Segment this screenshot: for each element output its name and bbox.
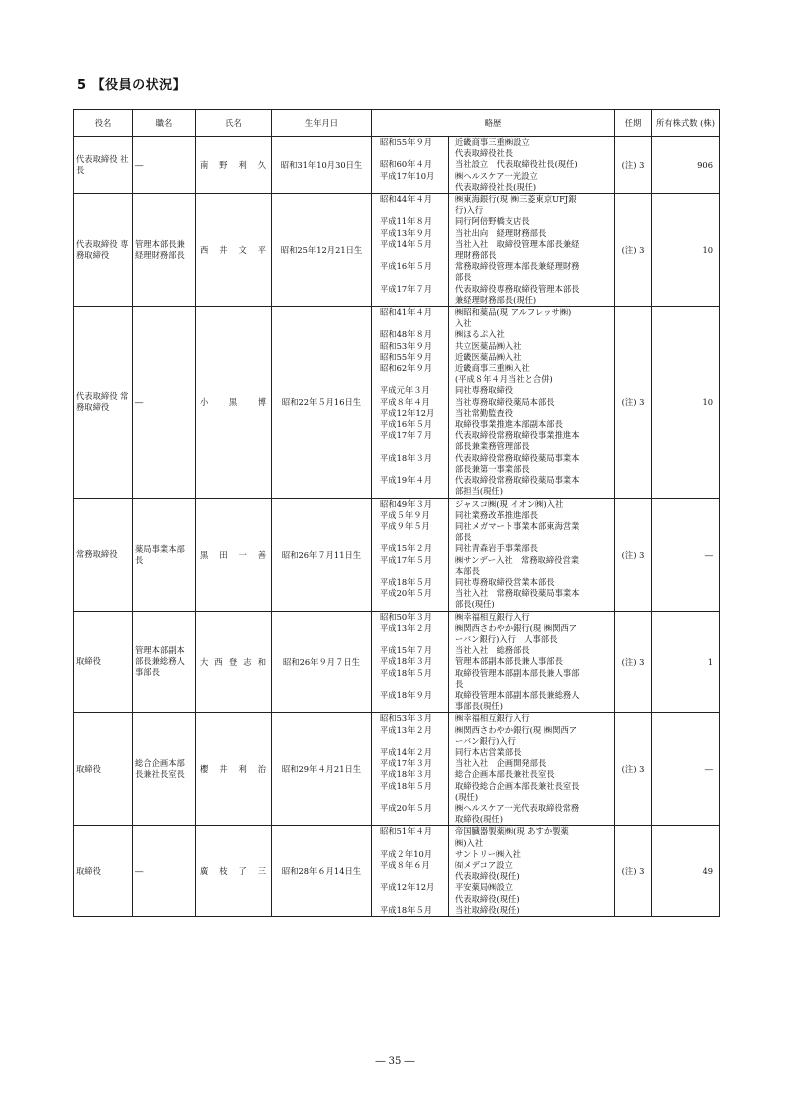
history-entry bbox=[372, 668, 614, 679]
table-row bbox=[74, 713, 720, 826]
header-history: 略歴 bbox=[372, 110, 615, 137]
history-date bbox=[372, 250, 449, 261]
history-entry bbox=[372, 803, 614, 814]
officer-position: 総合企画本部 長兼社長室長 bbox=[133, 713, 196, 826]
history-date bbox=[372, 599, 449, 610]
officer-term: (注) 3 bbox=[615, 307, 652, 498]
history-text: 当社常勤監査役 bbox=[455, 407, 514, 418]
history-date: 平成17年３月 bbox=[372, 758, 449, 769]
officer-position: 管理本部副本 部長兼総務人 事部長 bbox=[133, 611, 196, 713]
history-date: 昭和49年３月 bbox=[372, 499, 449, 510]
history-date: 平成17年５月 bbox=[372, 555, 449, 566]
history-text: 近畿商事三重㈱入社 bbox=[455, 363, 530, 374]
history-date bbox=[372, 464, 449, 475]
officer-history bbox=[372, 611, 615, 713]
history-entry bbox=[372, 182, 614, 193]
history-text: 同社専務取締役 bbox=[455, 385, 514, 396]
officer-history bbox=[372, 713, 615, 826]
history-date bbox=[372, 205, 449, 216]
history-entry bbox=[372, 205, 614, 216]
history-entry bbox=[372, 838, 614, 849]
history-date bbox=[372, 532, 449, 543]
history-text: 長 bbox=[455, 678, 464, 689]
history-date bbox=[372, 295, 449, 306]
officer-position: 薬局事業本部 長 bbox=[133, 498, 196, 611]
history-entry bbox=[372, 464, 614, 475]
history-entry bbox=[372, 374, 614, 385]
history-text: 当社取締役(現任) bbox=[455, 904, 520, 915]
officer-term: (注) 3 bbox=[615, 611, 652, 713]
history-entry bbox=[372, 228, 614, 239]
history-date: 平成元年３月 bbox=[372, 385, 449, 396]
history-text: 同行本店営業部長 bbox=[455, 746, 522, 757]
history-text: 取締役管理本部副本部長兼人事部 bbox=[455, 667, 580, 678]
history-date bbox=[372, 441, 449, 452]
history-entry bbox=[372, 645, 614, 656]
history-entry bbox=[372, 272, 614, 283]
history-text: 平安薬局㈱設立 bbox=[455, 882, 514, 893]
history-date: 平成８年４月 bbox=[372, 397, 449, 408]
history-entry bbox=[372, 894, 614, 905]
officer-birth-date: 昭和26年９月７日生 bbox=[272, 611, 372, 713]
history-date bbox=[372, 838, 449, 849]
history-entry bbox=[372, 679, 614, 690]
header-position: 職名 bbox=[133, 110, 196, 137]
officer-birth-date: 昭和25年12月21日生 bbox=[272, 194, 372, 307]
officer-name: 櫻井利治 bbox=[196, 713, 272, 826]
history-entry bbox=[372, 860, 614, 871]
section-heading: 5 【役員の状況】 bbox=[77, 78, 187, 93]
history-entry bbox=[372, 826, 614, 837]
history-text: 兼経理財務部長(現任) bbox=[455, 294, 537, 305]
history-text: 入社 bbox=[455, 318, 472, 329]
history-entry bbox=[372, 171, 614, 182]
officer-role: 代表取締役 専務取締役 bbox=[74, 194, 133, 307]
history-entry bbox=[372, 307, 614, 318]
officer-birth-date: 昭和28年６月14日生 bbox=[272, 826, 372, 917]
history-text: ㈱幸福相互銀行入行 bbox=[455, 611, 530, 622]
history-entry bbox=[372, 159, 614, 170]
history-date: 平成15年７月 bbox=[372, 645, 449, 656]
history-text: 当社設立 代表取締役社長(現任) bbox=[455, 159, 578, 170]
history-text: 理財務部長 bbox=[455, 250, 497, 261]
history-entry bbox=[372, 341, 614, 352]
officer-shares: ― bbox=[652, 713, 720, 826]
history-date: 平成17年10月 bbox=[372, 171, 449, 182]
history-text: 同社青森岩手事業部長 bbox=[455, 543, 538, 554]
history-text: 同社メガマート事業本部東海営業 bbox=[455, 520, 580, 531]
history-date bbox=[372, 894, 449, 905]
officer-term: (注) 3 bbox=[615, 498, 652, 611]
history-date bbox=[372, 736, 449, 747]
history-text: 本部長 bbox=[455, 565, 480, 576]
history-date bbox=[372, 871, 449, 882]
history-entry bbox=[372, 216, 614, 227]
header-role: 役名 bbox=[74, 110, 133, 137]
officer-history bbox=[372, 826, 615, 917]
history-entry bbox=[372, 194, 614, 205]
history-text: 当社入社 常務取締役薬局事業本 bbox=[455, 588, 580, 599]
history-date: 平成８年６月 bbox=[372, 860, 449, 871]
officer-name: 黒田一善 bbox=[196, 498, 272, 611]
history-entry bbox=[372, 736, 614, 747]
history-text: 当社入社 総務部長 bbox=[455, 645, 530, 656]
history-date: 平成18年５月 bbox=[372, 668, 449, 679]
officer-role: 取締役 bbox=[74, 713, 133, 826]
history-date: 昭和44年４月 bbox=[372, 194, 449, 205]
history-text: 代表取締役(現任) bbox=[455, 871, 520, 882]
history-date: 昭和55年９月 bbox=[372, 137, 449, 148]
officer-birth-date: 昭和22年５月16日生 bbox=[272, 307, 372, 498]
history-entry bbox=[372, 814, 614, 825]
header-birth: 生年月日 bbox=[272, 110, 372, 137]
officer-role: 取締役 bbox=[74, 611, 133, 713]
history-text: 同社業務改革推進部長 bbox=[455, 509, 538, 520]
history-entry bbox=[372, 284, 614, 295]
history-date: 平成15年２月 bbox=[372, 543, 449, 554]
history-date: 昭和62年９月 bbox=[372, 363, 449, 374]
history-date bbox=[372, 701, 449, 712]
history-entry bbox=[372, 725, 614, 736]
history-entry bbox=[372, 363, 614, 374]
history-date: 昭和55年９月 bbox=[372, 352, 449, 363]
officer-role: 取締役 bbox=[74, 826, 133, 917]
officer-term: (注) 3 bbox=[615, 137, 652, 194]
officer-role: 代表取締役 社長 bbox=[74, 137, 133, 194]
history-date bbox=[372, 148, 449, 159]
officer-term: (注) 3 bbox=[615, 826, 652, 917]
history-date: 平成20年５月 bbox=[372, 803, 449, 814]
history-date: 平成16年５月 bbox=[372, 261, 449, 272]
table-row bbox=[74, 137, 720, 194]
officer-shares: ― bbox=[652, 498, 720, 611]
history-text: 代表取締役常務取締役薬局事業本 bbox=[455, 475, 580, 486]
history-entry bbox=[372, 758, 614, 769]
history-date: 平成13年９月 bbox=[372, 228, 449, 239]
officer-name: 西井文平 bbox=[196, 194, 272, 307]
history-date: 昭和48年８月 bbox=[372, 329, 449, 340]
page-number: ― 35 ― bbox=[375, 1056, 415, 1067]
history-text: 部長 bbox=[455, 532, 472, 543]
officer-shares: 906 bbox=[652, 137, 720, 194]
history-entry bbox=[372, 475, 614, 486]
history-date: 平成18年３月 bbox=[372, 769, 449, 780]
history-text: 部長兼第一事業部長 bbox=[455, 463, 530, 474]
history-date bbox=[372, 792, 449, 803]
history-text: 総合企画本部長兼社長室長 bbox=[455, 769, 555, 780]
history-entry bbox=[372, 318, 614, 329]
history-entry bbox=[372, 849, 614, 860]
officers-table bbox=[73, 109, 720, 917]
history-date: 平成18年３月 bbox=[372, 453, 449, 464]
history-entry bbox=[372, 408, 614, 419]
history-entry bbox=[372, 713, 614, 724]
officer-history bbox=[372, 137, 615, 194]
history-entry bbox=[372, 510, 614, 521]
history-entry bbox=[372, 137, 614, 148]
history-date bbox=[372, 318, 449, 329]
history-text: 部長(現任) bbox=[455, 599, 495, 610]
history-date bbox=[372, 634, 449, 645]
history-text: 当社入社 企画開発部長 bbox=[455, 758, 547, 769]
history-date: 平成16年５月 bbox=[372, 419, 449, 430]
history-entry bbox=[372, 656, 614, 667]
officer-position: ― bbox=[133, 137, 196, 194]
history-entry bbox=[372, 599, 614, 610]
history-text: ㈱関西さわやか銀行(現 ㈱関西ア bbox=[455, 622, 578, 633]
history-date bbox=[372, 182, 449, 193]
history-text: ㈱)入社 bbox=[455, 837, 484, 848]
history-date: 平成２年10月 bbox=[372, 849, 449, 860]
officer-role: 代表取締役 常務取締役 bbox=[74, 307, 133, 498]
history-date: 昭和60年４月 bbox=[372, 159, 449, 170]
history-text: 部長 bbox=[455, 272, 472, 283]
history-date: 昭和50年３月 bbox=[372, 612, 449, 623]
history-entry bbox=[372, 747, 614, 758]
history-text: 取締役総合企画本部長兼社長室長 bbox=[455, 780, 580, 791]
officer-role: 常務取締役 bbox=[74, 498, 133, 611]
history-entry bbox=[372, 486, 614, 497]
history-text: 共立医薬品㈱入社 bbox=[455, 340, 522, 351]
history-entry bbox=[372, 871, 614, 882]
history-text: 代表取締役常務取締役薬局事業本 bbox=[455, 452, 580, 463]
history-text: 部担当(現任) bbox=[455, 486, 503, 497]
history-entry bbox=[372, 634, 614, 645]
history-entry bbox=[372, 352, 614, 363]
history-date: 昭和53年３月 bbox=[372, 713, 449, 724]
history-date: 平成12年12月 bbox=[372, 882, 449, 893]
history-text: ㈱サンデー入社 常務取締役営業 bbox=[455, 554, 580, 565]
history-text: 取締役管理本部副本部長兼総務人 bbox=[455, 689, 580, 700]
history-text: ㈱幸福相互銀行入行 bbox=[455, 713, 530, 724]
history-text: ジャスコ㈱(現 イオン㈱)入社 bbox=[455, 498, 564, 509]
history-entry bbox=[372, 769, 614, 780]
officer-shares: 1 bbox=[652, 611, 720, 713]
history-text: 行)入行 bbox=[455, 205, 484, 216]
history-entry bbox=[372, 555, 614, 566]
officer-name: 大西登志和 bbox=[196, 611, 272, 713]
officer-name: 小黒博 bbox=[196, 307, 272, 498]
history-date: 昭和53年９月 bbox=[372, 341, 449, 352]
history-entry bbox=[372, 905, 614, 916]
history-text: 常務取締役管理本部長兼経理財務 bbox=[455, 261, 580, 272]
history-date bbox=[372, 486, 449, 497]
history-date: 平成14年２月 bbox=[372, 747, 449, 758]
history-entry bbox=[372, 612, 614, 623]
history-text: ーバン銀行)入行 bbox=[455, 735, 516, 746]
table-row bbox=[74, 307, 720, 498]
officer-birth-date: 昭和31年10月30日生 bbox=[272, 137, 372, 194]
history-entry bbox=[372, 397, 614, 408]
table-row bbox=[74, 498, 720, 611]
officer-term: (注) 3 bbox=[615, 194, 652, 307]
history-entry bbox=[372, 781, 614, 792]
history-text: ㈱ほるぷ入社 bbox=[455, 329, 505, 340]
history-date: 平成11年８月 bbox=[372, 216, 449, 227]
table-row bbox=[74, 194, 720, 307]
history-text: ーバン銀行)入行 人事部長 bbox=[455, 633, 558, 644]
history-text: 代表取締役専務取締役管理本部長 bbox=[455, 283, 580, 294]
history-date: 平成18年５月 bbox=[372, 577, 449, 588]
officer-position: ― bbox=[133, 307, 196, 498]
history-entry bbox=[372, 419, 614, 430]
history-date: 平成18年３月 bbox=[372, 656, 449, 667]
history-text: 取締役事業推進本部副本部長 bbox=[455, 419, 563, 430]
officer-shares: 49 bbox=[652, 826, 720, 917]
history-text: 同社専務取締役営業本部長 bbox=[455, 576, 555, 587]
header-name: 氏名 bbox=[196, 110, 272, 137]
history-date: 平成18年５月 bbox=[372, 781, 449, 792]
history-entry bbox=[372, 250, 614, 261]
history-text: ㈲メデコア設立 bbox=[455, 860, 513, 870]
history-date: 平成12年12月 bbox=[372, 408, 449, 419]
history-date: 平成19年４月 bbox=[372, 475, 449, 486]
history-text: (平成８年４月当社と合併) bbox=[455, 374, 553, 385]
officer-history bbox=[372, 307, 615, 498]
history-entry bbox=[372, 329, 614, 340]
history-text: 近畿医薬品㈱入社 bbox=[455, 351, 522, 362]
table-row bbox=[74, 826, 720, 917]
history-date: 平成20年５月 bbox=[372, 588, 449, 599]
history-text: ㈱ヘルスケア一光設立 bbox=[455, 170, 538, 181]
history-text: 当社専務取締役薬局本部長 bbox=[455, 396, 555, 407]
history-text: 代表取締役(現任) bbox=[455, 893, 520, 904]
history-text: 代表取締役常務取締役事業推進本 bbox=[455, 430, 580, 441]
history-date: 平成９年５月 bbox=[372, 521, 449, 532]
history-entry bbox=[372, 430, 614, 441]
officer-birth-date: 昭和29年４月21日生 bbox=[272, 713, 372, 826]
officer-term: (注) 3 bbox=[615, 713, 652, 826]
header-shares: 所有株式数 (株) bbox=[652, 110, 720, 137]
history-text: 部長兼業務管理部長 bbox=[455, 441, 530, 452]
history-text: ㈱関西さわやか銀行(現 ㈱関西ア bbox=[455, 724, 578, 735]
history-date: 平成14年５月 bbox=[372, 239, 449, 250]
history-text: (現任) bbox=[455, 791, 479, 802]
officer-shares: 10 bbox=[652, 307, 720, 498]
history-entry bbox=[372, 453, 614, 464]
history-entry bbox=[372, 295, 614, 306]
history-entry bbox=[372, 239, 614, 250]
history-date: 平成18年９月 bbox=[372, 690, 449, 701]
header-term: 任期 bbox=[615, 110, 652, 137]
history-entry bbox=[372, 532, 614, 543]
history-entry bbox=[372, 441, 614, 452]
history-date: 平成17年７月 bbox=[372, 430, 449, 441]
history-entry bbox=[372, 521, 614, 532]
history-entry bbox=[372, 543, 614, 554]
history-entry bbox=[372, 623, 614, 634]
history-date bbox=[372, 566, 449, 577]
history-text: 同行阿倍野橋支店長 bbox=[455, 216, 530, 227]
history-date: 平成13年２月 bbox=[372, 725, 449, 736]
history-text: 代表取締役社長(現任) bbox=[455, 181, 537, 192]
officer-birth-date: 昭和26年７月11日生 bbox=[272, 498, 372, 611]
history-text: 事部長(現任) bbox=[455, 701, 503, 712]
officer-position: 管理本部長兼 経理財務部長 bbox=[133, 194, 196, 307]
history-entry bbox=[372, 385, 614, 396]
history-entry bbox=[372, 690, 614, 701]
history-text: 管理本部副本部長兼人事部長 bbox=[455, 656, 563, 667]
history-text: ㈱東海銀行(現 ㈱三菱東京UFJ銀 bbox=[455, 194, 577, 205]
history-date: 平成13年２月 bbox=[372, 623, 449, 634]
history-entry bbox=[372, 588, 614, 599]
history-entry bbox=[372, 148, 614, 159]
history-date: 平成18年５月 bbox=[372, 905, 449, 916]
history-date: 昭和41年４月 bbox=[372, 307, 449, 318]
history-text: ㈱ヘルスケア一光代表取締役常務 bbox=[455, 802, 580, 813]
history-text: 取締役(現任) bbox=[455, 814, 503, 825]
history-entry bbox=[372, 566, 614, 577]
history-date: 平成５年９月 bbox=[372, 510, 449, 521]
table-row bbox=[74, 611, 720, 713]
history-text: 帝国臓器製薬㈱(現 あすか製薬 bbox=[455, 826, 569, 837]
history-entry bbox=[372, 499, 614, 510]
header-row bbox=[74, 110, 720, 137]
officer-position: ― bbox=[133, 826, 196, 917]
history-date bbox=[372, 679, 449, 690]
history-text: ㈱昭和薬品(現 アルフレッサ㈱) bbox=[455, 307, 572, 318]
history-entry bbox=[372, 882, 614, 893]
officer-name: 廣枝了三 bbox=[196, 826, 272, 917]
history-text: 代表取締役社長 bbox=[455, 148, 514, 159]
history-entry bbox=[372, 701, 614, 712]
officer-shares: 10 bbox=[652, 194, 720, 307]
officer-name: 南野利久 bbox=[196, 137, 272, 194]
history-text: 当社出向 経理財務部長 bbox=[455, 227, 547, 238]
history-date: 平成17年７月 bbox=[372, 284, 449, 295]
history-date: 昭和51年４月 bbox=[372, 826, 449, 837]
officer-history bbox=[372, 194, 615, 307]
history-entry bbox=[372, 577, 614, 588]
history-entry bbox=[372, 792, 614, 803]
history-date bbox=[372, 374, 449, 385]
history-text: 近畿商事三重㈱設立 bbox=[455, 137, 530, 147]
officer-history bbox=[372, 498, 615, 611]
history-text: 当社入社 取締役管理本部長兼経 bbox=[455, 238, 580, 249]
history-date bbox=[372, 814, 449, 825]
history-date bbox=[372, 272, 449, 283]
history-entry bbox=[372, 261, 614, 272]
history-text: サントリー㈱入社 bbox=[455, 848, 521, 859]
